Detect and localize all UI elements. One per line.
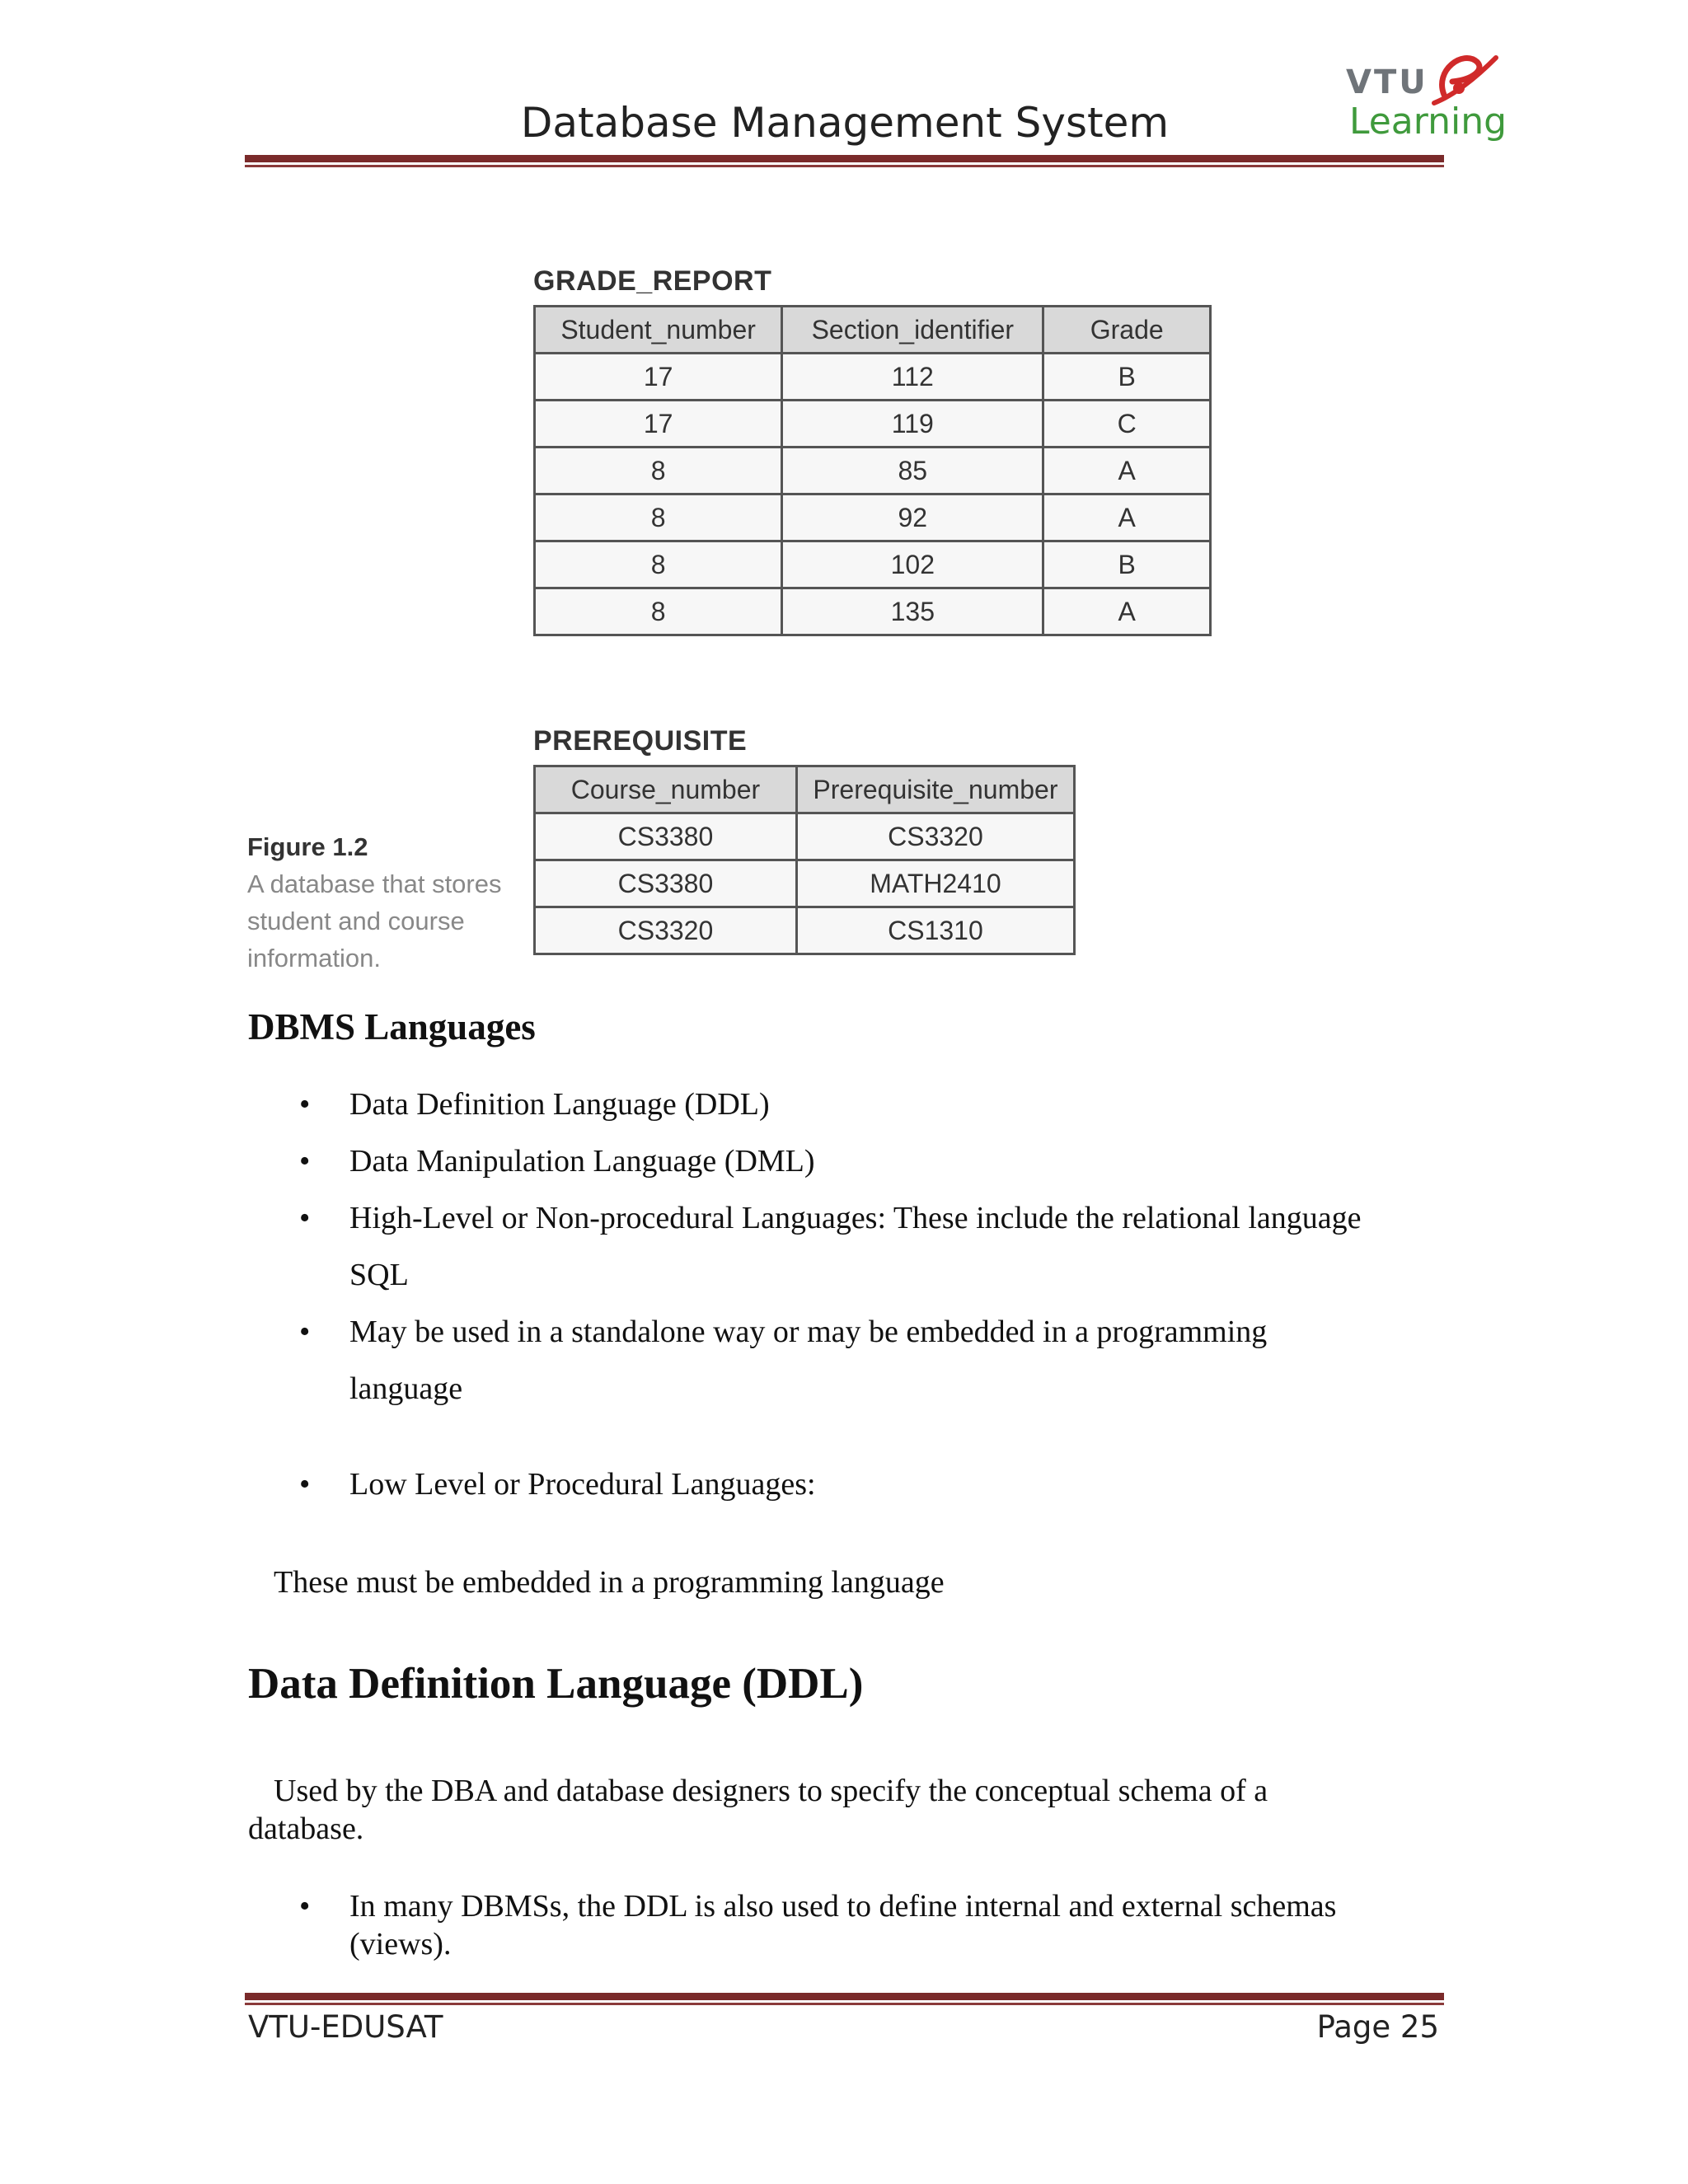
table-cell: CS3320 [535,907,797,954]
dbms-languages-list [248,1086,1468,1523]
footer-left: VTU-EDUSAT [248,2009,443,2045]
section-heading-dbms-languages: DBMS Languages [248,1006,536,1047]
table-cell: 8 [535,494,782,541]
table-cell: A [1043,494,1211,541]
page-number: Page 25 [1316,2009,1439,2045]
header-rule [245,155,1444,162]
table-row [535,588,1211,635]
table-cell: 135 [782,588,1043,635]
page-header-title: Database Management System [520,99,1170,147]
table-cell: 119 [782,401,1043,448]
prerequisite-table [533,765,1076,955]
column-header: Prerequisite_number [796,766,1074,813]
table-row [535,907,1075,954]
list-item: • Low Level or Procedural Languages: [248,1466,1468,1523]
table-cell: 92 [782,494,1043,541]
table-cell: 102 [782,541,1043,588]
table-cell: CS3380 [535,813,797,860]
figure-caption [247,828,519,977]
column-header: Student_number [535,307,782,354]
table-cell: CS1310 [796,907,1074,954]
column-header: Section_identifier [782,307,1043,354]
table-cell: CS3380 [535,860,797,907]
table-cell: A [1043,448,1211,494]
logo-text-learning: Learning [1349,101,1507,143]
table-cell: A [1043,588,1211,635]
table-cell: 8 [535,448,782,494]
table-cell: B [1043,354,1211,401]
table-header-row [535,766,1075,813]
list-item [248,1887,1468,1963]
table-cell: MATH2410 [796,860,1074,907]
logo-text-vtu: VTU [1346,63,1428,101]
table-row [535,448,1211,494]
table-cell: 112 [782,354,1043,401]
figure-caption-line: information. [247,944,381,972]
languages-note: These must be embedded in a programming language [274,1565,945,1600]
table-cell: 17 [535,401,782,448]
table-row [535,860,1075,907]
list-item: • Data Definition Language (DDL) [248,1086,1468,1143]
column-header: Course_number [535,766,797,813]
table-cell: 85 [782,448,1043,494]
list-item-continuation: SQL [349,1258,409,1292]
list-item-text: High-Level or Non-procedural Languages: These include the relational language [349,1201,1362,1235]
ddl-list [248,1887,1468,1963]
table-row [535,354,1211,401]
table-row [535,401,1211,448]
table-cell: 17 [535,354,782,401]
vtu-elearning-logo [1339,45,1507,148]
footer-rule-thin [245,2003,1444,2005]
figure-number: Figure 1.2 [247,832,368,861]
table-header-row [535,307,1211,354]
header-rule-thin [245,165,1444,167]
footer-rule [245,1993,1444,2000]
column-header: Grade [1043,307,1211,354]
paragraph-line: Used by the DBA and database designers to specify the conceptual schema of a [274,1774,1268,1808]
figure-caption-line: student and course [247,907,465,935]
list-item-line: (views). [349,1927,452,1961]
list-item: • Data Manipulation Language (DML) [248,1143,1468,1200]
figure-caption-line: A database that stores [247,869,502,898]
grade-report-table [533,305,1212,636]
section-heading-ddl: Data Definition Language (DDL) [248,1660,864,1708]
list-item: • May be used in a standalone way or may be embedded in a programming [248,1314,1468,1371]
table-cell: C [1043,401,1211,448]
paragraph-line: database. [248,1811,364,1846]
table-cell: CS3320 [796,813,1074,860]
ddl-paragraph [248,1772,1468,1848]
prerequisite-caption: PREREQUISITE [533,725,748,757]
list-item [248,1200,1468,1257]
table-cell: B [1043,541,1211,588]
table-cell: 8 [535,541,782,588]
table-row [535,813,1075,860]
grade-report-caption: GRADE_REPORT [533,265,772,297]
list-item-continuation: language [349,1371,463,1406]
table-row [535,494,1211,541]
table-row [535,541,1211,588]
list-item-line: • In many DBMSs, the DDL is also used to define internal and external schemas [349,1889,1337,1924]
table-cell: 8 [535,588,782,635]
